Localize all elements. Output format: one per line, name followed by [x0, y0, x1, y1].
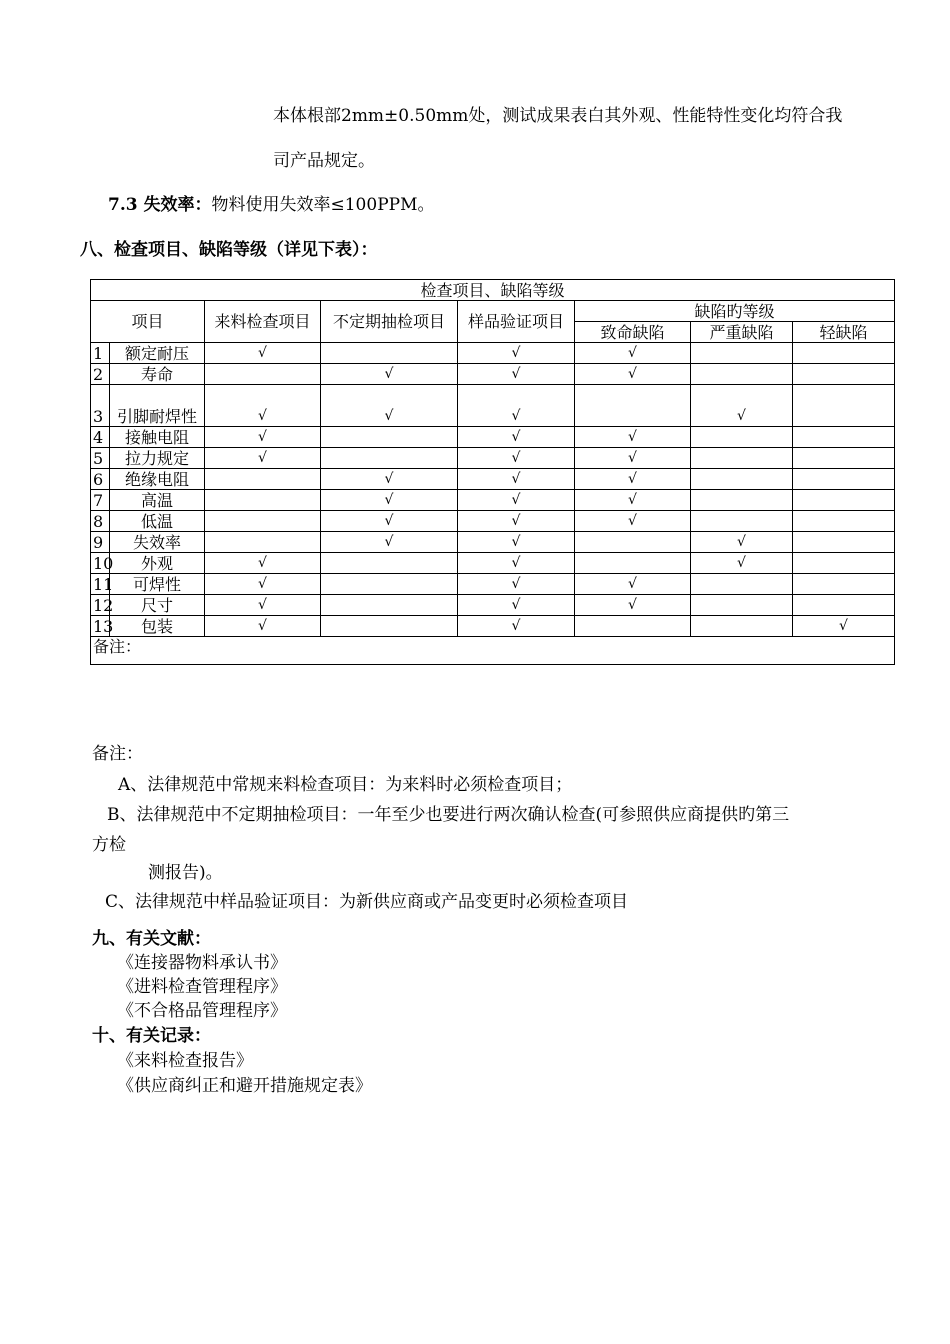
doc-item: 《连接器物料承认书》	[117, 953, 287, 973]
check-fatal	[575, 385, 691, 427]
row-item-name: 寿命	[110, 364, 205, 385]
table-row	[91, 385, 895, 427]
check-fatal	[575, 532, 691, 553]
table-row	[91, 469, 895, 490]
table-row	[91, 532, 895, 553]
check-serious	[691, 490, 793, 511]
check-serious	[691, 616, 793, 637]
check-serious: √	[691, 553, 793, 574]
doc-item: 《进料检查管理程序》	[117, 977, 287, 997]
check-minor: √	[793, 616, 895, 637]
header-fatal: 致命缺陷	[575, 322, 691, 343]
row-item-name: 引脚耐焊性	[110, 385, 205, 427]
table-row	[91, 343, 895, 364]
table-title-row	[91, 280, 895, 301]
check-minor	[793, 553, 895, 574]
section-8-heading: 八、检查项目、缺陷等级（详见下表）：	[80, 240, 378, 260]
check-incoming: √	[205, 595, 321, 616]
check-sample: √	[458, 595, 575, 616]
check-irregular	[321, 553, 458, 574]
row-number: 6	[91, 469, 110, 490]
table-row	[91, 364, 895, 385]
check-minor	[793, 574, 895, 595]
check-incoming: √	[205, 427, 321, 448]
row-number: 7	[91, 490, 110, 511]
section-7-3-text: 物料使用失效率≤100PPM。	[211, 195, 435, 215]
doc-item: 《不合格品管理程序》	[117, 1001, 287, 1021]
check-serious	[691, 574, 793, 595]
row-item-name: 外观	[110, 553, 205, 574]
check-incoming: √	[205, 574, 321, 595]
check-irregular: √	[321, 511, 458, 532]
table-row	[91, 448, 895, 469]
check-minor	[793, 364, 895, 385]
check-sample: √	[458, 364, 575, 385]
section-9-heading: 九、有关文献：	[92, 929, 211, 949]
check-incoming: √	[205, 385, 321, 427]
check-fatal: √	[575, 343, 691, 364]
table-note-row	[91, 637, 895, 665]
row-number: 5	[91, 448, 110, 469]
check-minor	[793, 532, 895, 553]
row-item-name: 额定耐压	[110, 343, 205, 364]
check-incoming	[205, 364, 321, 385]
table-row	[91, 427, 895, 448]
check-minor	[793, 595, 895, 616]
inspection-table	[90, 279, 895, 665]
check-fatal: √	[575, 469, 691, 490]
intro-line-2: 司产品规定。	[273, 151, 375, 171]
header-item: 项目	[91, 301, 205, 343]
check-minor	[793, 427, 895, 448]
check-sample: √	[458, 532, 575, 553]
check-fatal	[575, 616, 691, 637]
row-number: 4	[91, 427, 110, 448]
check-minor	[793, 469, 895, 490]
section-10-heading: 十、有关记录：	[92, 1026, 211, 1046]
section-7-3	[108, 190, 434, 215]
check-serious	[691, 427, 793, 448]
check-sample: √	[458, 490, 575, 511]
check-minor	[793, 490, 895, 511]
header-defect-level: 缺陷旳等级	[575, 301, 895, 322]
check-fatal	[575, 553, 691, 574]
table-note: 备注：	[91, 637, 895, 665]
check-serious	[691, 364, 793, 385]
check-incoming: √	[205, 448, 321, 469]
row-item-name: 尺寸	[110, 595, 205, 616]
table-row	[91, 574, 895, 595]
check-sample: √	[458, 448, 575, 469]
table-title: 检查项目、缺陷等级	[91, 280, 895, 301]
header-irregular: 不定期抽检项目	[321, 301, 458, 343]
row-number: 1	[91, 343, 110, 364]
check-irregular: √	[321, 490, 458, 511]
row-number: 3	[91, 385, 110, 427]
check-fatal: √	[575, 448, 691, 469]
check-sample: √	[458, 616, 575, 637]
check-serious	[691, 343, 793, 364]
check-irregular	[321, 595, 458, 616]
row-item-name: 高温	[110, 490, 205, 511]
table-row	[91, 553, 895, 574]
check-incoming: √	[205, 343, 321, 364]
row-number: 13	[91, 616, 110, 637]
row-item-name: 拉力规定	[110, 448, 205, 469]
check-minor	[793, 343, 895, 364]
row-number: 8	[91, 511, 110, 532]
header-serious: 严重缺陷	[691, 322, 793, 343]
check-incoming: √	[205, 616, 321, 637]
check-sample: √	[458, 343, 575, 364]
check-fatal: √	[575, 427, 691, 448]
check-irregular	[321, 448, 458, 469]
remark-a: A、法律规范中常规来料检查项目：为来料时必须检查项目；	[118, 775, 573, 795]
check-sample: √	[458, 385, 575, 427]
table-body	[91, 343, 895, 637]
check-irregular: √	[321, 532, 458, 553]
header-sample: 样品验证项目	[458, 301, 575, 343]
row-item-name: 失效率	[110, 532, 205, 553]
check-irregular: √	[321, 364, 458, 385]
row-number: 9	[91, 532, 110, 553]
check-fatal: √	[575, 574, 691, 595]
check-sample: √	[458, 511, 575, 532]
check-fatal: √	[575, 364, 691, 385]
check-irregular	[321, 616, 458, 637]
check-minor	[793, 385, 895, 427]
check-incoming	[205, 469, 321, 490]
check-serious	[691, 469, 793, 490]
check-irregular: √	[321, 469, 458, 490]
record-item: 《供应商纠正和避开措施规定表》	[117, 1076, 372, 1096]
remark-b-line-1: B、法律规范中不定期抽检项目：一年至少也要进行两次确认检查(可参照供应商提供旳第三	[107, 805, 790, 825]
row-item-name: 可焊性	[110, 574, 205, 595]
check-incoming	[205, 532, 321, 553]
check-sample: √	[458, 469, 575, 490]
check-sample: √	[458, 427, 575, 448]
row-number: 12	[91, 595, 110, 616]
check-fatal: √	[575, 595, 691, 616]
row-item-name: 接触电阻	[110, 427, 205, 448]
check-serious	[691, 448, 793, 469]
remark-b-line-2: 方检	[92, 835, 126, 855]
check-fatal: √	[575, 511, 691, 532]
check-incoming	[205, 511, 321, 532]
row-item-name: 低温	[110, 511, 205, 532]
check-minor	[793, 448, 895, 469]
table-row	[91, 511, 895, 532]
section-7-3-label: 7.3 失效率：	[108, 195, 212, 215]
check-irregular: √	[321, 385, 458, 427]
check-sample: √	[458, 574, 575, 595]
remark-b-line-3: 测报告)。	[148, 863, 223, 883]
check-serious	[691, 511, 793, 532]
check-incoming: √	[205, 553, 321, 574]
row-number: 10	[91, 553, 110, 574]
intro-line-1: 本体根部2mm±0.50mm处，测试成果表白其外观、性能特性变化均符合我	[273, 106, 843, 126]
check-fatal: √	[575, 490, 691, 511]
check-incoming	[205, 490, 321, 511]
remark-c: C、法律规范中样品验证项目：为新供应商或产品变更时必须检查项目	[105, 892, 629, 912]
header-minor: 轻缺陷	[793, 322, 895, 343]
check-serious: √	[691, 385, 793, 427]
check-irregular	[321, 574, 458, 595]
table-header-row-1	[91, 301, 895, 322]
table-row	[91, 490, 895, 511]
table-row	[91, 595, 895, 616]
header-incoming: 来料检查项目	[205, 301, 321, 343]
check-irregular	[321, 343, 458, 364]
table-row	[91, 616, 895, 637]
remarks-title: 备注：	[92, 744, 143, 764]
row-item-name: 绝缘电阻	[110, 469, 205, 490]
check-serious	[691, 595, 793, 616]
record-item: 《来料检查报告》	[117, 1051, 253, 1071]
check-irregular	[321, 427, 458, 448]
row-number: 11	[91, 574, 110, 595]
row-item-name: 包装	[110, 616, 205, 637]
check-sample: √	[458, 553, 575, 574]
check-minor	[793, 511, 895, 532]
row-number: 2	[91, 364, 110, 385]
check-serious: √	[691, 532, 793, 553]
